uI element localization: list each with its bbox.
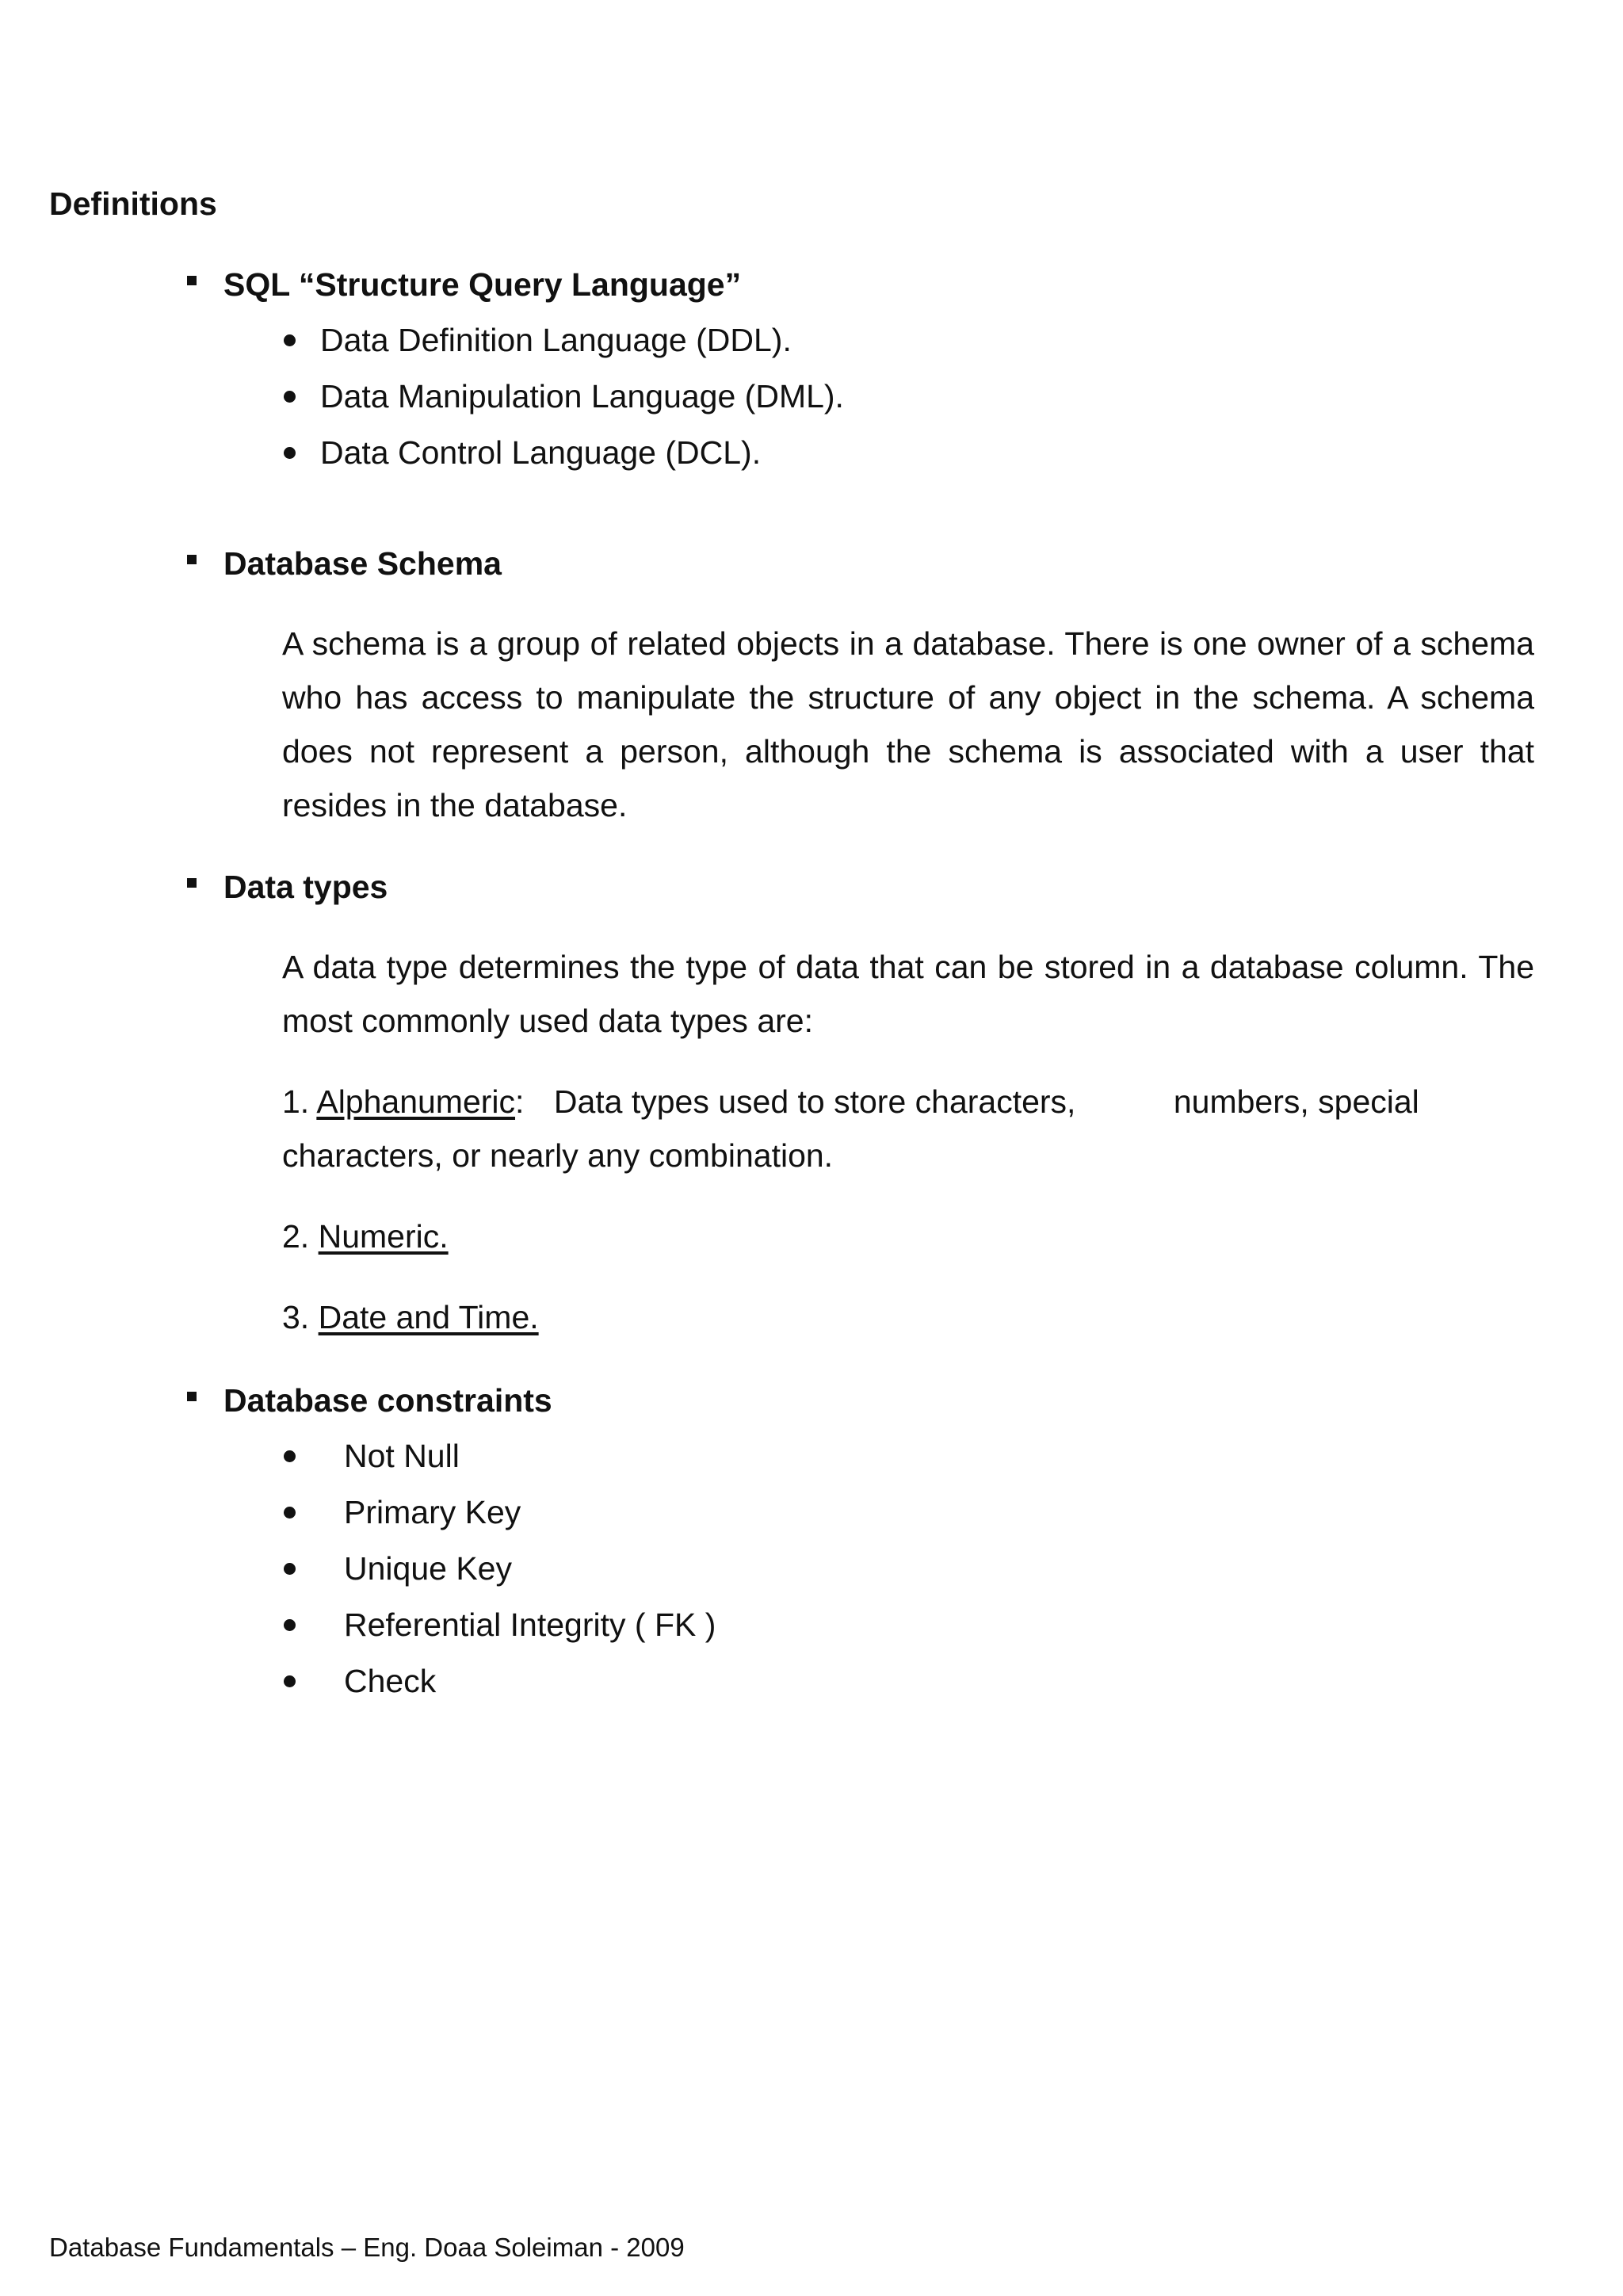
data-types-heading-label: Data types [223, 869, 388, 905]
bullet-dot-icon [284, 334, 296, 346]
page-title: Definitions [49, 185, 217, 222]
list-item: Data Manipulation Language (DML). [279, 369, 844, 425]
list-item: Not Null [279, 1428, 716, 1484]
square-bullet-icon [187, 1392, 197, 1401]
bullet-dot-icon [284, 391, 296, 403]
constraints-heading-label: Database constraints [223, 1382, 552, 1419]
data-type-item-numeric: 2. Numeric. [282, 1218, 449, 1255]
square-bullet-icon [187, 555, 197, 564]
list-item: Check [279, 1653, 716, 1710]
list-item: Unique Key [279, 1541, 716, 1597]
numeric-term: Numeric. [318, 1218, 449, 1255]
list-item: Primary Key [279, 1484, 716, 1541]
bullet-dot-icon [284, 1507, 296, 1519]
data-type-item-date-time: 3. Date and Time. [282, 1299, 539, 1335]
data-types-intro: A data type determines the type of data that can be stored in a database column. The most commonly used data types are: [282, 949, 1534, 1039]
date-time-term: Date and Time. [318, 1299, 539, 1335]
data-type-item-alphanumeric-cont: characters, or nearly any combination. [282, 1137, 834, 1174]
square-bullet-icon [187, 276, 197, 285]
bullet-dot-icon [284, 1619, 296, 1631]
list-item: Data Control Language (DCL). [279, 425, 844, 481]
bullet-dot-icon [284, 447, 296, 459]
schema-paragraph: A schema is a group of related objects in a database. There is one owner of a schema who has access to manipulate the structure of any object in the schema. A schema does not represent a person, although the schema is associated with a user that resides in the database. [282, 625, 1534, 823]
bullet-dot-icon [284, 1563, 296, 1575]
data-type-item-alphanumeric: 1. Alphanumeric: Data types used to store characters, numbers, special [282, 1083, 1419, 1120]
constraints-list [279, 1428, 716, 1710]
sql-heading-label: SQL “Structure Query Language” [223, 266, 742, 303]
list-item: Referential Integrity ( FK ) [279, 1597, 716, 1653]
sql-language-list [279, 312, 844, 481]
schema-heading-label: Database Schema [223, 545, 502, 582]
page-footer: Database Fundamentals – Eng. Doaa Soleiman - 2009 [49, 2233, 685, 2262]
square-bullet-icon [187, 878, 197, 888]
bullet-dot-icon [284, 1450, 296, 1462]
list-item: Data Definition Language (DDL). [279, 312, 844, 369]
bullet-dot-icon [284, 1675, 296, 1687]
alphanumeric-term: Alphanumeric [316, 1083, 516, 1120]
